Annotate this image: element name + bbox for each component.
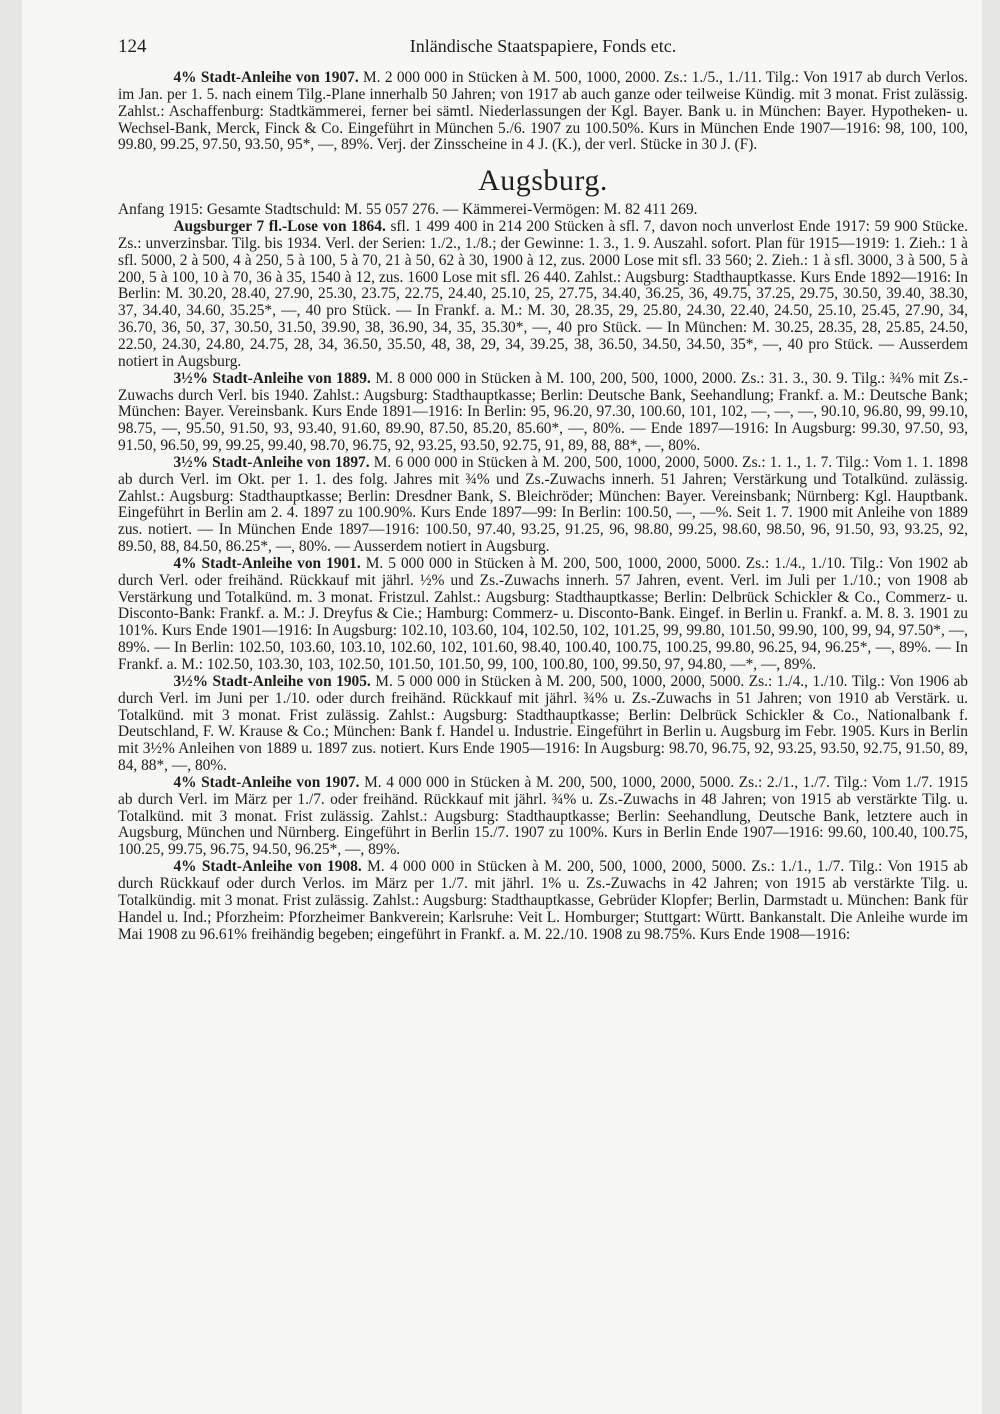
entry-heading: Augsburger 7 fl.-Lose von 1864. [173,218,386,236]
entry-anleihe-1907 [118,775,968,859]
debt-summary: Anfang 1915: Gesamte Stadtschuld: M. 55 057 276. — Kämmerei-Vermögen: M. 82 411 269. [118,201,698,219]
entry-heading: 3½% Stadt-Anleihe von 1889. [173,369,371,387]
page-header [118,36,968,62]
entry-text: sfl. 1 499 400 in 214 200 Stücken à sfl. 7, davon noch unverlost Ende 1917: 59 900 Stücke. Zs.: unverzinsbar. Tilg. bis 1934. Verl. der Serien: 1./2., 1./8.; der Gewinne: 1. 3., 1. 9. Auszahl. sofort. Plan für 1915—1919: 1. Zieh.: 1 à sfl. 5000, 2 à 500, 4 à 250, 5 à 100, 5 à 70, 21 à 50, 62 à 30, 1900 à 12, zus. 2000 Lose mit sfl. 33 560; 2. Zieh.: 1 à sfl. 3000, 3 à 500, 5 à 200, 5 à 100, 10 à 70, 36 à 35, 1540 à 12, zus. 1600 Lose mit sfl. 26 440. Zahlst.: Augsburg: Stadthauptkasse. Kurs Ende 1892—1916: In Berlin: M. 30.20, 28.40, 27.90, 25.30, 23.75, 22.75, 24.40, 25.10, 25, 27.75, 34.40, 36.25, 36, 49.75, 37.25, 29.75, 30.50, 39.40, 38.30, 37, 34.40, 34.60, 35.25*, —, 40 pro Stück. — In Frankf. a. M.: M. 30, 28.35, 29, 25.80, 24.30, 22.40, 24.50, 25.10, 25.45, 27.90, 34, 36.70, 36, 50, 37, 30.50, 31.50, 39.90, 38, 36.90, 34, 35, 35.30*, —, 40 pro Stück. — In München: M. 30.25, 28.35, 28, 25.85, 24.50, 22.50, 24.30, 24.80, 24.75, 28, 34, 36.50, 35.50, 48, 38, 29, 34, 39.25, 38, 36.50, 34.50, 34.50, 35*, —, 40 pro Stück. — Ausserdem notiert in Augsburg. [118,218,968,370]
page-body [118,70,968,943]
entry-anleihe-1905 [118,674,968,775]
entry-text: M. 4 000 000 in Stücken à M. 200, 500, 1000, 2000, 5000. Zs.: 1./1., 1./7. Tilg.: Von 1915 ab durch Rückkauf oder durch Verlos. im März per 1./7. mit jährl. 1% u. Zs.-Zuwachs in 42 Jahren; von 1915 ab verstärkte Tilg. u. Totalkündig. mit 3 monat. Frist zulässig. Zahlst.: Augsburg: Stadthauptkasse, Gebrüder Klopfer; Berlin, Darmstadt u. München: Bank für Handel u. Ind.; Pforzheim: Pforzheimer Bankverein; Karlsruhe: Veit L. Homburger; Stuttgart: Württ. Bankanstalt. Die Anleihe wurde im Mai 1908 zu 96.61% freihändig begeben; eingeführt in Frankf. a. M. 22./10. 1908 zu 98.75%. Kurs Ende 1908—1916: [118,858,968,943]
book-page [22,0,982,1414]
entry-text: M. 8 000 000 in Stücken à M. 100, 200, 500, 1000, 2000. Zs.: 31. 3., 30. 9. Tilg.: ¾% mit Zs.-Zuwachs durch Verl. bis 1940. Zahlst.: Augsburg: Stadthauptkasse; Berlin: Deutsche Bank, Seehandlung; Frankf. a. M.: Deutsche Bank; München: Bayer. Vereinsbank. Kurs Ende 1891—1916: In Berlin: 95, 96.20, 97.30, 100.60, 101, 102, —, —, —, 90.10, 96.80, 99, 99.10, 98.75, —, 95.50, 91.50, 93, 93.40, 91.60, 89.90, 87.50, 85.20, 85.60*, —, 80%. — Ende 1897—1916: In Augsburg: 99.30, 97.50, 93, 91.50, 96.50, 99, 99.25, 99.40, 98.70, 96.75, 92, 93.25, 93.50, 92.75, 91, 89, 88, 88*, —, 80%. [118,369,968,455]
entry-heading: 3½% Stadt-Anleihe von 1897. [173,453,370,471]
entry-text: M. 6 000 000 in Stücken à M. 200, 500, 1000, 2000, 5000. Zs.: 1. 1., 1. 7. Tilg.: Vom 1. 1. 1898 ab durch Verl. im Okt. per 1. 1. des folg. Jahres mit ¾% und Zs.-Zuwachs innerh. 51 Jahren; Verstärkung und Totalkünd. zulässig. Zahlst.: Augsburg: Stadthauptkasse; Berlin: Dresdner Bank, S. Bleichröder; München: Bayer. Vereinsbank; Nürnberg: Kgl. Hauptbank. Eingeführt in Berlin am 2. 4. 1897 zu 100.90%. Kurs Ende 1897—99: In Berlin: 100.50, —, —%. Seit 1. 7. 1900 mit Anleihe von 1889 zus. notiert. — In München Ende 1897—1916: 100.50, 97.40, 93.25, 91.25, 96, 98.80, 99.25, 98.60, 98.50, 96, 91.50, 93, 93.25, 92, 89.50, 88, 84.50, 86.25*, —, 80%. — Ausserdem notiert in Augsburg. [118,453,968,556]
entry-heading: 4% Stadt-Anleihe von 1907. [173,69,359,86]
entry-text: M. 5 000 000 in Stücken à M. 200, 500, 1000, 2000, 5000. Zs.: 1./4., 1./10. Tilg.: Von 1902 ab durch Verl. oder freihänd. Rückkauf mit jährl. ½% und Zs.-Zuwachs innerh. 57 Jahren, event. Verl. im Juli per 1./10.; von 1908 ab Verstärkung und Totalkünd. m. 3 monat. Fristzul. Zahlst.: Augsburg: Stadthauptkasse; Berlin: Delbrück Schickler & Co., Commerz- u. Disconto-Bank: Frankf. a. M.: J. Dreyfus & Cie.; Hamburg: Commerz- u. Disconto-Bank. Eingef. in Berlin u. Frankf. a. M. 8. 3. 1901 zu 101%. Kurs Ende 1901—1916: In Augsburg: 102.10, 103.60, 104, 102.50, 102, 101.25, 99, 99.80, 101.50, 99.90, 100, 99, 94, 97.50*, —, 89%. — In Berlin: 102.50, 103.60, 103.10, 102.60, 102, 101.60, 98.40, 100.40, 100.75, 100.25, 99.80, 96.25, 94, 96.25*, —, 89%. — In Frankf. a. M.: 102.50, 103.30, 103, 102.50, 101.50, 101.50, 99, 100, 100.80, 100, 99.50, 97, 94.80, —*, —, 89%. [118,554,968,673]
entry-heading: 4% Stadt-Anleihe von 1907. [173,773,360,791]
entry-anleihe-1908 [118,859,968,943]
entry-anleihe-1901 [118,556,968,674]
page-number: 124 [118,36,147,57]
entry-text: M. 4 000 000 in Stücken à M. 200, 500, 1000, 2000, 5000. Zs.: 2./1., 1./7. Tilg.: Vom 1./7. 1915 ab durch Verl. im März per 1./7. oder freihänd. Rückkauf mit jährl. ¾% u. Zs.-Zuwachs in 48 Jahren; von 1915 ab verstärkte Tilg. u. Totalkünd. mit 3 monat. Frist zulässig. Zahlst.: Augsburg: Stadthauptkasse; Berlin: Seehandlung, Deutsche Bank, letztere auch in Augsburg, München und Nürnberg. Eingeführt in Berlin 15./7. 1907 zu 100%. Kurs in Berlin Ende 1907—1916: 99.60, 100.40, 100.75, 100.25, 99.75, 96.75, 94.50, 96.25*, —, 89%. [118,773,968,859]
entry-heading: 3½% Stadt-Anleihe von 1905. [173,672,371,690]
entry-heading: 4% Stadt-Anleihe von 1908. [173,858,362,876]
entry-lose-1864 [118,219,968,371]
entry-text: M. 2 000 000 in Stücken à M. 500, 1000, 2000. Zs.: 1./5., 1./11. Tilg.: Von 1917 ab durch Verlos. im Jan. per 1. 5. nach einem Tilg.-Plane innerhalb 50 Jahren; von 1917 ab auch ganze oder teilweise Kündig. mit 3 monat. Frist zulässig. Zahlst.: Aschaffenburg: Stadtkämmerei, ferner bei sämtl. Niederlassungen der Kgl. Bayer. Bank u. in München: Bayer. Hypotheken- u. Wechsel-Bank, Merck, Finck & Co. Eingeführt in München 5./6. 1907 zu 100.50%. Kurs in München Ende 1907—1916: 98, 100, 100, 99.80, 99.25, 97.50, 93.50, 95*, —, 89%. Verj. der Zinsscheine in 4 J. (K.), der verl. Stücke in 30 J. (F). [118,69,968,154]
entry-anleihe-1897 [118,455,968,556]
section-title-augsburg: Augsburg. [478,164,608,198]
entry-anleihe-1889 [118,371,968,455]
running-title: Inländische Staatspapiere, Fonds etc. [409,36,677,56]
entry-heading: 4% Stadt-Anleihe von 1901. [173,554,361,572]
entry-aschaffenburg-1907 [118,70,968,154]
entry-text: M. 5 000 000 in Stücken à M. 200, 500, 1000, 2000, 5000. Zs.: 1./4., 1./10. Tilg.: Von 1906 ab durch Verl. im Juni per 1./10. oder durch freihänd. Rückkauf mit jährl. ¾% u. Zs.-Zuwachs in 51 Jahren; von 1910 ab Verstärk. u. Totalkünd. mit 3 monat. Frist zulässig. Zahlst.: Augsburg: Stadthauptkasse; Berlin: Delbrück Schickler & Co., Nationalbank f. Deutschland, F. W. Krause & Co.; München: Bank f. Handel u. Industrie. Eingeführt in Berlin u. Augsburg im Febr. 1905. Kurs in Berlin mit 3½% Anleihen von 1889 u. 1897 zus. notiert. Kurs Ende 1905—1916: In Augsburg: 98.70, 96.75, 92, 93.25, 93.50, 92.75, 91.50, 89, 84, 88*, —, 80%. [118,672,968,775]
